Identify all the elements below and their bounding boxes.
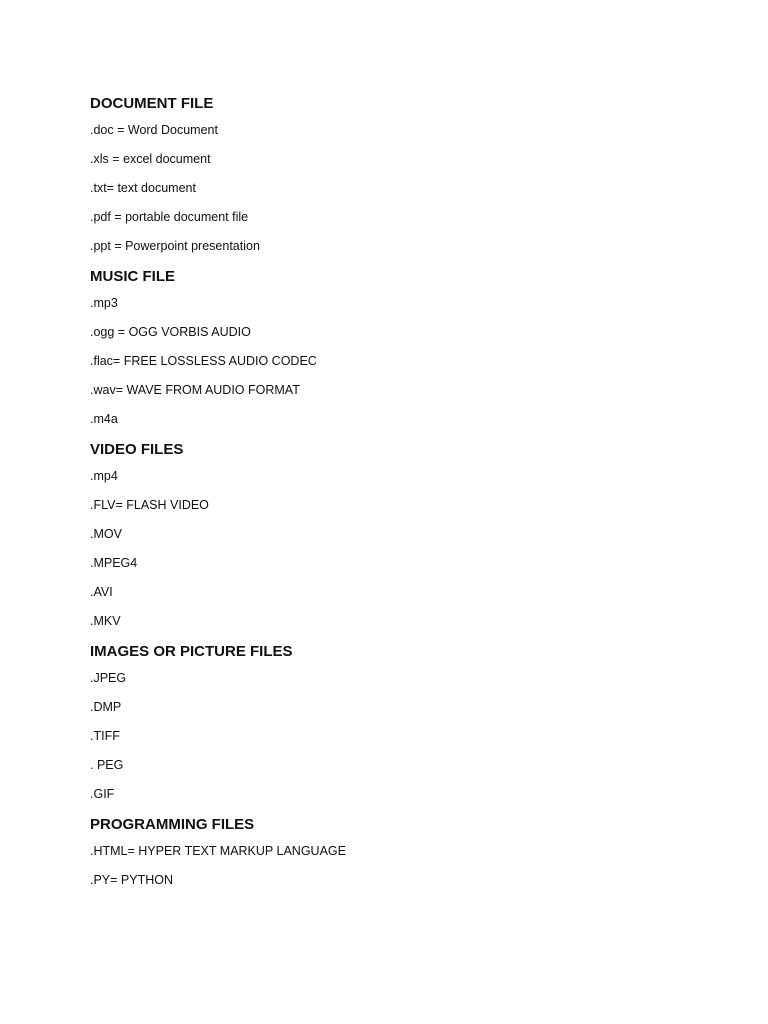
section-music-file <box>90 267 710 428</box>
list-item: . PEG <box>90 758 124 772</box>
list-item: .m4a <box>90 412 118 426</box>
section-heading: IMAGES OR PICTURE FILES <box>90 643 293 660</box>
document-page <box>90 94 710 901</box>
list-item: .txt= text document <box>90 181 196 195</box>
section-images-or-picture-files <box>90 642 710 803</box>
list-item: .GIF <box>90 787 115 801</box>
section-heading: PROGRAMMING FILES <box>90 816 255 833</box>
section-heading: DOCUMENT FILE <box>90 95 214 112</box>
section-document-file <box>90 94 710 255</box>
list-item: .ogg = OGG VORBIS AUDIO <box>90 325 251 339</box>
list-item: .wav= WAVE FROM AUDIO FORMAT <box>90 383 300 397</box>
list-item: .mp3 <box>90 296 118 310</box>
list-item: .DMP <box>90 700 122 714</box>
list-item: .xls = excel document <box>90 152 211 166</box>
list-item: .PY= PYTHON <box>90 873 174 887</box>
list-item: .MOV <box>90 527 122 541</box>
list-item: .MKV <box>90 614 121 628</box>
section-heading: MUSIC FILE <box>90 268 175 285</box>
list-item: .MPEG4 <box>90 556 138 570</box>
list-item: .JPEG <box>90 671 127 685</box>
list-item: .ppt = Powerpoint presentation <box>90 239 260 253</box>
list-item: .mp4 <box>90 469 118 483</box>
list-item: .flac= FREE LOSSLESS AUDIO CODEC <box>90 354 317 368</box>
section-video-files <box>90 440 710 630</box>
list-item: .AVI <box>90 585 113 599</box>
list-item: .HTML= HYPER TEXT MARKUP LANGUAGE <box>90 844 346 858</box>
section-programming-files <box>90 815 710 889</box>
list-item: .doc = Word Document <box>90 123 218 137</box>
list-item: .pdf = portable document file <box>90 210 249 224</box>
section-heading: VIDEO FILES <box>90 441 184 458</box>
list-item: .TIFF <box>90 729 120 743</box>
list-item: .FLV= FLASH VIDEO <box>90 498 209 512</box>
